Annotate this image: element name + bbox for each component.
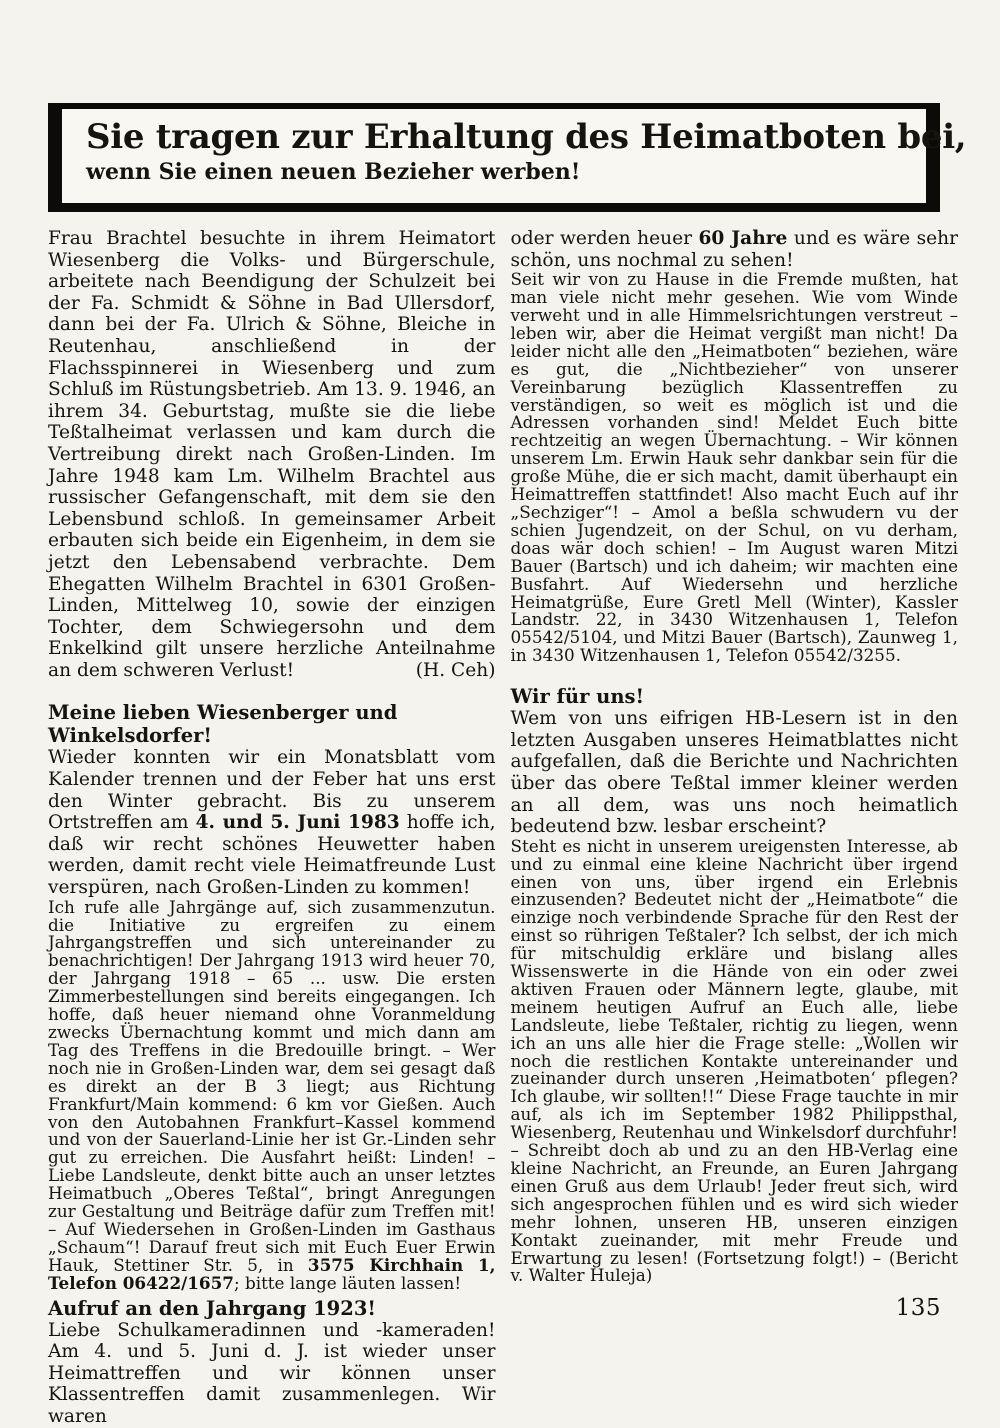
- schulkameraden-paragraph: Liebe Schulkameradinnen und -kameraden! Am 4. und 5. Juni d. J. ist wieder unser Heimattreffen und wir können unser Klassentreffen damit zusammenlegen. Wir waren: [48, 1319, 496, 1427]
- monatsblatt-paragraph: [48, 747, 496, 898]
- monatsblatt-date-bold: 4. und 5. Juni 1983: [195, 812, 400, 834]
- left-column: [48, 228, 496, 1428]
- sechzig-post: und es wäre sehr schön, uns nochmal zu sehen!: [510, 228, 959, 271]
- hb-leser-paragraph: Wem von uns eifrigen HB-Lesern ist in den letzten Ausgaben unseres Heimatblattes nicht aufgefallen, daß die Berichte und Nachrichten über das obere Teßtal immer kleiner werden an all dem, was uns noch heimatlich bedeutend bzw. lesbar erscheint?: [510, 708, 958, 838]
- obituary-signature: (H. Ceh): [415, 659, 496, 681]
- section-heading-wiesenberger: Meine lieben Wiesenberger und Winkelsdorfer!: [48, 701, 398, 748]
- sechzig-bold: 60 Jahre: [698, 228, 788, 249]
- jahrgaenge-contact-bold: 3575 Kirchhain 1, Telefon 06422/1657: [48, 1254, 496, 1293]
- obituary-paragraph: [48, 228, 496, 681]
- monatsblatt-post: hoffe ich, daß wir recht schönes Heuwetter haben werden, damit recht viele Heimatfreunde Lust verspüren, nach Großen-Linden zu kommen!: [48, 812, 496, 899]
- banner-subtitle: wenn Sie einen neuen Bezieher werben!: [86, 159, 581, 186]
- section-heading-wir-fuer-uns: Wir für uns!: [510, 685, 645, 709]
- monatsblatt-pre: Wieder konnten wir ein Monatsblatt vom Kalender trennen und der Feber hat uns erst den Winter gebracht. Bis zu unserem Ortstreffen am: [48, 747, 496, 834]
- jahrgaenge-post: ; bitte lange läuten lassen!: [233, 1272, 462, 1293]
- jahrgaenge-paragraph: [48, 896, 496, 1293]
- steht-es-paragraph: Steht es nicht in unserem ureigensten Interesse, ab und zu einmal eine kleine Nachricht über irgend einen von uns, über irgend ein Erlebnis einzusenden? Bedeutet nicht der „Heimatbote“ die einzige noch verbindende Sprache für den Rest der einst so rührigen Teßtaler? Ich selbst, der ich mich für mitschuldig erkläre und bislang alles Wissenswerte in die Hände von ein oder zwei aktiven Frauen oder Männern legte, glaube, mit meinem heutigen Aufruf an Euch alle, liebe Landsleute, liebe Teßtaler, richtig zu liegen, wenn ich an uns alle hier die Frage stelle: „Wollen wir noch die restlichen Kontakte untereinander und zueinander durch unseren ‚Heimatboten‘ pflegen? Ich glaube, wir sollten!!“ Diese Frage tauchte in mir auf, als ich im September 1982 Philippsthal, Wiesenberg, Reutenhau und Winkelsdorf durchfuhr! – Schreibt doch ab und zu an den HB-Verlag eine kleine Nachricht, an Freunde, an Euren Jahrgang einen Gruß aus dem Urlaub! Jeder freut sich, wird sich angesprochen fühlen und es wird sich wieder mehr lohnen, unseren HB, unseren einzigen Kontakt zueinander, mit mehr Freude und Erwartung zu lesen! (Fortsetzung folgt!) – (Bericht v. Walter Huleja): [510, 835, 958, 1286]
- right-column: [511, 228, 959, 1428]
- section-heading-aufruf: Aufruf an den Jahrgang 1923!: [48, 1296, 376, 1320]
- jahrgaenge-pre: Ich rufe alle Jahrgänge auf, sich zusammenzutun. die Initiative zu ergreifen zu einem Jahrgangstreffen und sich untereinander zu benachrichtigen! Der Jahrgang 1913 wird heuer 70, der Jahrgang 1918 – 65 ... usw. Die ersten Zimmerbestellungen sind bereits eingegangen. Ich hoffe, daß heuer niemand ohne Voranmeldung zwecks Übernachtung kommt und mich dann am Tag des Treffens in die Bredouille bringt. – Wer noch nie in Großen-Linden war, dem sei gesagt daß es direkt an der B 3 liegt; aus Richtung Frankfurt/Main kommend: 6 km vor Gießen. Auch von den Autobahnen Frankfurt–Kassel kommend und von der Sauerland-Linie her ist Gr.-Linden sehr gut zu erreichen. Die Ausfahrt heißt: Linden! – Liebe Landsleute, denkt bitte auch an unser letztes Heimatbuch „Oberes Teßtal“, bringt Anregungen zur Gestaltung und Beiträge dafür zum Treffen mit! – Auf Wiedersehen in Großen-Linden im Gasthaus „Schaum“! Darauf freut sich mit Euch Euer Erwin Hauk, Stettiner Str. 5, in: [48, 896, 496, 1275]
- obituary-text: Frau Brachtel besuchte in ihrem Heimatort Wiesenberg die Volks- und Bürgerschule, arbeitete nach Beendigung der Schulzeit bei der Fa. Schmidt & Söhne in Bad Ullersdorf, dann bei der Fa. Ulrich & Söhne, Bleiche in Reutenhau, anschließend in der Flachsspinnerei in Wiesenberg und zum Schluß im Rüstungsbetrieb. Am 13. 9. 1946, an ihrem 34. Geburtstag, mußte sie die liebe Teßtalheimat verlassen und kam durch die Vertreibung direkt nach Großen-Linden. Im Jahre 1948 kam Lm. Wilhelm Brachtel aus russischer Gefangenschaft, mit dem sie den Lebensbund schloß. In gemeinsamer Arbeit erbauten sich beide ein Eigenheim, in dem sie jetzt den Lebensabend verbrachte. Dem Ehegatten Wilhelm Brachtel in 6301 Großen-Linden, Mittelweg 10, sowie der einzigen Tochter, dem Schwiegersohn und dem Enkelkind gilt unsere herzliche Anteilnahme an dem schweren Verlust!: [48, 228, 496, 681]
- banner-title: Sie tragen zur Erhaltung des Heimatboten bei,: [86, 117, 967, 157]
- sechzig-paragraph: [511, 228, 959, 271]
- promo-banner: [48, 103, 967, 212]
- article-columns: [48, 228, 958, 1428]
- sechzig-pre: oder werden heuer: [510, 228, 699, 249]
- page-number: 135: [895, 1295, 941, 1321]
- seit-wir-paragraph: Seit wir von zu Hause in die Fremde mußten, hat man viele nicht mehr gesehen. Wie vom Winde verweht und in alle Himmelsrichtungen verstreut – leben wir, aber die Heimat vergißt man nicht! Da leider nicht alle den „Heimatboten“ beziehen, wäre es gut, die „Nichtbezieher“ von unserer Vereinbarung bezüglich Klassentreffen zu verständigen, so weit es möglich ist und die Adressen vorhanden sind! Meldet Euch bitte rechtzeitig an wegen Übernachtung. – Wir können unserem Lm. Erwin Hauk sehr dankbar sein für die große Mühe, die er sich macht, damit überhaupt ein Heimattreffen stattfindet! Also macht Euch auf ihr „Sechziger“! – Amol a beßla schwudern vu der schien Jugendzeit, on der Schul, on vu derham, doas wär doch schien! – Im August waren Mitzi Bauer (Bartsch) und ich daheim; wir machten eine Busfahrt. Auf Wiedersehn und herzliche Heimatgrüße, Eure Gretl Mell (Winter), Kassler Landstr. 22, in 3430 Witzenhausen 1, Telefon 05542/5104, und Mitzi Bauer (Bartsch), Zaunweg 1, in 3430 Witzenhausen 1, Telefon 05542/3255.: [510, 269, 958, 666]
